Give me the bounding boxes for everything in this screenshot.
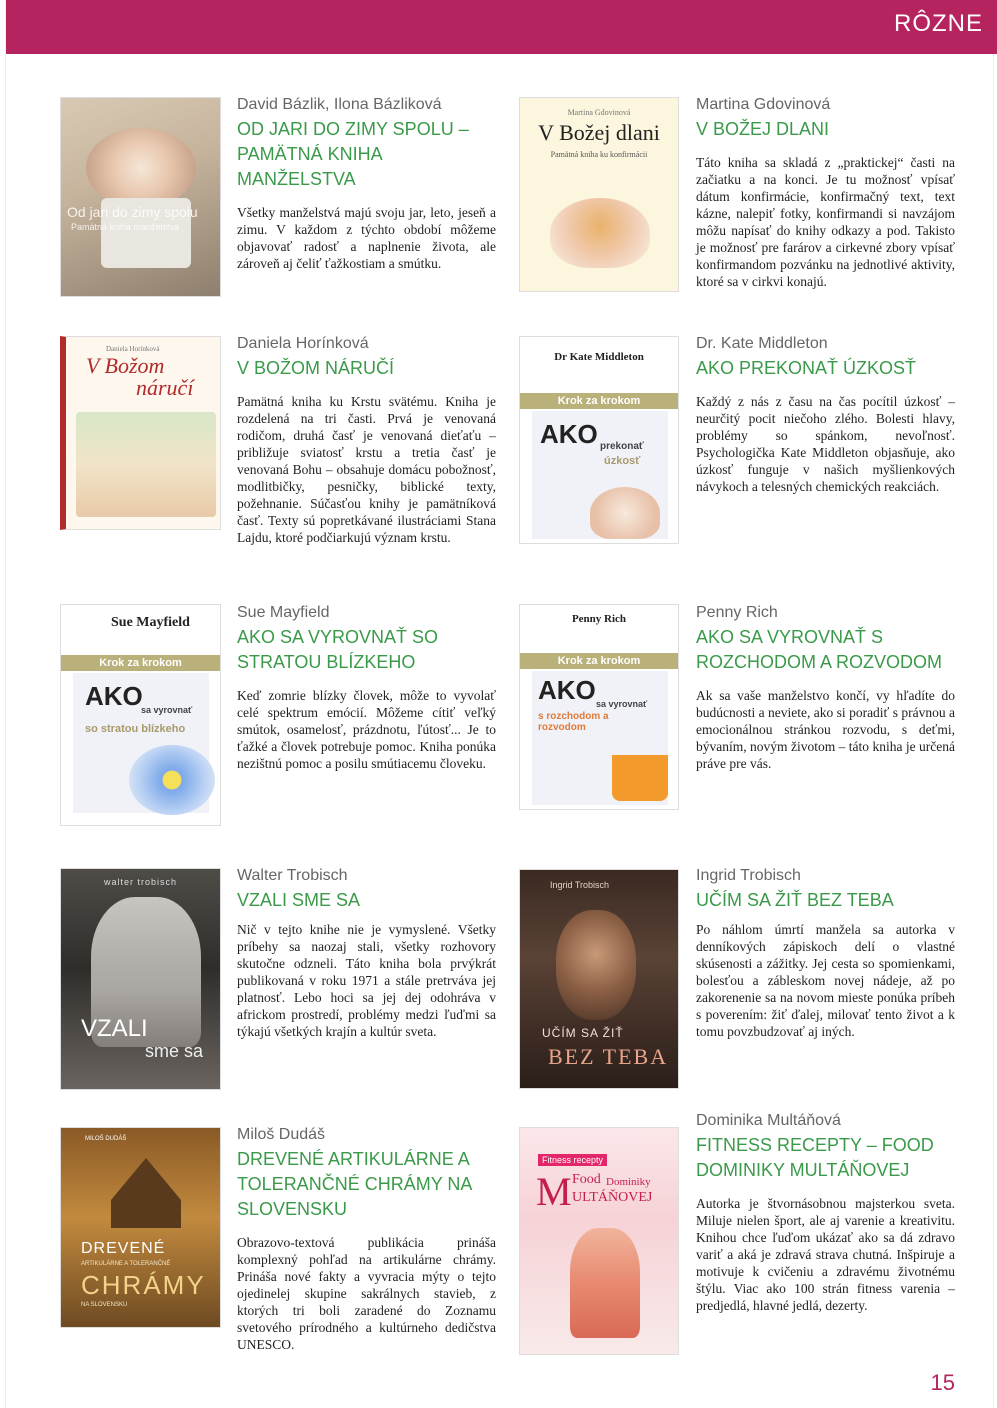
cover-title: V Božom xyxy=(86,353,165,378)
cover-word: AKO xyxy=(85,681,143,711)
cover-author: Daniela Horínková xyxy=(106,345,160,353)
book-title: FITNESS RECEPTY – FOOD DOMINIKY MULTÁŇOVEJ xyxy=(696,1135,934,1180)
book-title: UČÍM SA ŽIŤ BEZ TEBA xyxy=(696,890,894,910)
cover-band: Krok za krokom xyxy=(520,393,678,409)
book-title: VZALI SME SA xyxy=(237,890,361,910)
cover-author: Dr Kate Middleton xyxy=(554,351,644,363)
book-cover xyxy=(519,97,679,292)
book-description: Pamätná kniha ku Krstu svätému. Kniha je rozdelená na tri časti. Prvá je venovaná rodičom, druhá časť je venovaná dieťaťu – približuje sviatosť krstu a tretia časť je venovaná Bohu – obsahuje domácu pobožnosť, modlitbičky, pesničky, biblické texty, požehnanie. Súčasťou knihy je pamätníková časť. Texty sú popretkávané ilustráciami Stana Lajdu, ktoré podčiarkujú význam krstu. xyxy=(237,394,496,545)
cover-name-1: Dominiky xyxy=(606,1176,651,1188)
book-author: Ingrid Trobisch xyxy=(696,867,801,884)
cover-subtitle-2: NA SLOVENSKU xyxy=(81,1302,128,1308)
book-title: AKO SA VYROVNAŤ S ROZCHODOM A ROZVODOM xyxy=(696,627,943,672)
cover-title-2: CHRÁMY xyxy=(81,1270,206,1300)
cover-subtitle: ARTIKULÁRNE A TOLERANČNÉ xyxy=(81,1261,171,1267)
book-description: Každý z nás z času na čas pocítil úzkosť – neurčitý pocit niečoho zlého. Bolesti hlavy, problémy so spánkom, nevoľnosť. Psychologička Kate Middleton objasňuje, ako úzkosť funguje v našich myšlienkových návykoch a telesných chemických reakciách. xyxy=(696,394,955,494)
cover-band: Krok za krokom xyxy=(520,653,678,669)
bouquet-image xyxy=(86,128,196,208)
book-description: Ak sa vaše manželstvo končí, vy hľadíte do budúcnosti a neviete, ako si poradiť s právnou a emocionálnou stránkou rozvodu, s deťmi, bývaním, novým životom – táto kniha je určená práve pre vás. xyxy=(696,688,955,771)
cover-author: Martina Gdovinová xyxy=(567,108,631,117)
cover-subtitle: BEZ TEBA xyxy=(548,1044,669,1069)
cover-author: MILOŠ DUDÁŠ xyxy=(85,1136,127,1142)
book-cover xyxy=(519,869,679,1089)
cover-name-2: ULTÁŇOVEJ xyxy=(572,1190,653,1205)
cover-title: DREVENÉ xyxy=(81,1240,166,1257)
cover-subtitle: Pamätná kniha manželstva xyxy=(71,222,180,232)
cover-title-2: náručí xyxy=(136,375,194,400)
book-description: Keď zomrie blízky človek, môže to vyvolať celé spektrum emócií. Môžeme cítiť veľký smútok, osamelosť, prázdnotu, ľútosť... Je to ťažké a človek potrebuje pomoc. Kniha ponúka nezištnú pomoc a posilu smútiacemu človeku. xyxy=(237,688,496,771)
book-cover xyxy=(60,336,221,530)
cover-subtitle: Pamätná kniha ku konfirmácii xyxy=(550,150,648,159)
book-description: Po náhlom úmrtí manžela sa autorka v denníkových zápiskoch delí o vlastné skúsenosti a zážitky. Jej cesta so spomienkami, bolesťou a zábleskom novej nádeje, až po zakorenenie sa na novom mieste ponúka príbeh s poverením: žiť ďalej, milovať tento život a k tomu povzbudzovať aj iných. xyxy=(696,922,955,1039)
book-author: Daniela Horínková xyxy=(237,335,369,352)
cover-subword-2: úzkosť xyxy=(604,455,641,467)
book-description: Všetky manželstvá majú svoju jar, leto, jeseň a zimu. V každom z týchto období môžeme objavovať radosť a naplnenie života, ale zároveň aj čeliť ťažkostiam a smútku. xyxy=(237,205,496,271)
book-cover xyxy=(60,1127,221,1328)
hand-image xyxy=(590,487,660,539)
cover-word: AKO xyxy=(538,675,596,705)
cover-food: Food xyxy=(572,1172,601,1187)
book-author: Dominika Multáňová xyxy=(696,1112,841,1129)
illustration-image xyxy=(76,412,216,517)
cover-author: Ingrid Trobisch xyxy=(550,880,610,890)
page-number: 15 xyxy=(930,1370,955,1395)
cover-subword: prekonať xyxy=(600,441,644,452)
book-description: Táto kniha sa skladá z „praktickej“ časti na začiatku a na konci. Je tu možnosť vpísať dátum konfirmácie, konfirmačný text, text kázne, nalepiť fotky, konfirmandi si navzájom môžu napísať do knihy odkazy a pod. Takisto je možnosť pre farárov a cirkevné zbory vpísať konfirmandom pozvánku na jednotlivé aktivity, ktoré sa v cirkvi konajú. xyxy=(696,155,955,289)
cover-label: Fitness recepty xyxy=(538,1154,607,1166)
book-title: AKO SA VYROVNAŤ SO STRATOU BLÍZKEHO xyxy=(237,627,439,672)
woman-image xyxy=(570,1228,640,1338)
book-cover xyxy=(519,604,679,810)
cover-title: UČÍM SA ŽIŤ xyxy=(542,1026,624,1040)
cover-title: VZALI xyxy=(81,1015,148,1042)
cover-title: V Božej dlani xyxy=(538,120,660,145)
flower-image xyxy=(129,745,215,815)
book-description: Autorka je štvornásobnou majsterkou sveta. Miluje nielen šport, ale aj varenie a kreativitu. Knihou chce ľuďom ukázať ako sa dá zdravo variť a aká je zdravá strava chutná. Inšpiruje a motivuje k cvičeniu a zdravému životnému štýlu. Viac ako 100 strán fitness varenia – predjedlá, hlavné jedlá, dezerty. xyxy=(696,1196,955,1313)
header-bar xyxy=(6,0,997,54)
book-author: Dr. Kate Middleton xyxy=(696,335,828,352)
cover-author: walter trobisch xyxy=(103,877,178,887)
book-author: David Bázlik, Ilona Bázliková xyxy=(237,96,442,113)
hands-image xyxy=(550,198,650,268)
cover-subtitle: sme sa xyxy=(145,1041,204,1061)
book-cover xyxy=(60,97,221,297)
cover-band: Krok za krokom xyxy=(61,655,220,671)
cover-subword-2: s rozchodom a rozvodom xyxy=(538,711,609,733)
cover-subword: sa vyrovnať xyxy=(141,705,193,715)
cover-subword: sa vyrovnať xyxy=(596,699,648,709)
book-author: Martina Gdovinová xyxy=(696,96,831,113)
book-title: DREVENÉ ARTIKULÁRNE A TOLERANČNÉ CHRÁMY NA SLOVENSKU xyxy=(237,1149,472,1219)
book-author: Penny Rich xyxy=(696,604,778,621)
cover-title: Od jari do zimy spolu xyxy=(67,204,198,220)
cover-word: AKO xyxy=(540,419,598,449)
church-image xyxy=(111,1158,181,1228)
book-cover xyxy=(519,1127,679,1355)
book-title: OD JARI DO ZIMY SPOLU – PAMÄTNÁ KNIHA MANŽELSTVA xyxy=(237,119,469,189)
book-title: AKO PREKONAŤ ÚZKOSŤ xyxy=(696,358,917,378)
cup-image xyxy=(612,755,668,801)
cover-subword-2: so stratou blízkeho xyxy=(85,723,186,735)
book-author: Sue Mayfield xyxy=(237,604,330,621)
book-cover xyxy=(519,336,679,544)
book-description: Obrazovo-textová publikácia prináša komplexný pohľad na artikulárne chrámy. Prináša nové fakty a vyvracia mýty o tejto ojedinelej skupine sakrálnych stavieb, z ktorých tri boli zaradené do Zoznamu svetového prírodného a kultúrneho dedičstva UNESCO. xyxy=(237,1235,496,1352)
woman-portrait-image xyxy=(556,910,636,1020)
cover-author: Penny Rich xyxy=(571,613,627,625)
book-author: Walter Trobisch xyxy=(237,867,348,884)
book-cover xyxy=(60,604,221,826)
cover-initial: M xyxy=(536,1169,572,1214)
section-title: RÔZNE xyxy=(894,10,983,37)
book-cover xyxy=(60,868,221,1090)
book-description: Nič v tejto knihe nie je vymyslené. Všetky príbehy sa naozaj stali, všetky rozhovory skutočne odzneli. Táto kniha bola prvýkrát publikovaná v roku 1971 a stále pretrváva jej platnosť. Lebo hoci sa jej dej odohráva v africkom prostredí, problémy medzi ľuďmi sa týkajú všetkých krajín a kultúr sveta. xyxy=(237,922,496,1039)
book-author: Miloš Dudáš xyxy=(237,1126,326,1143)
book-title: V BOŽOM NÁRUČÍ xyxy=(237,358,395,378)
book-title: V BOŽEJ DLANI xyxy=(696,119,830,139)
cover-author: Sue Mayfield xyxy=(111,615,190,630)
